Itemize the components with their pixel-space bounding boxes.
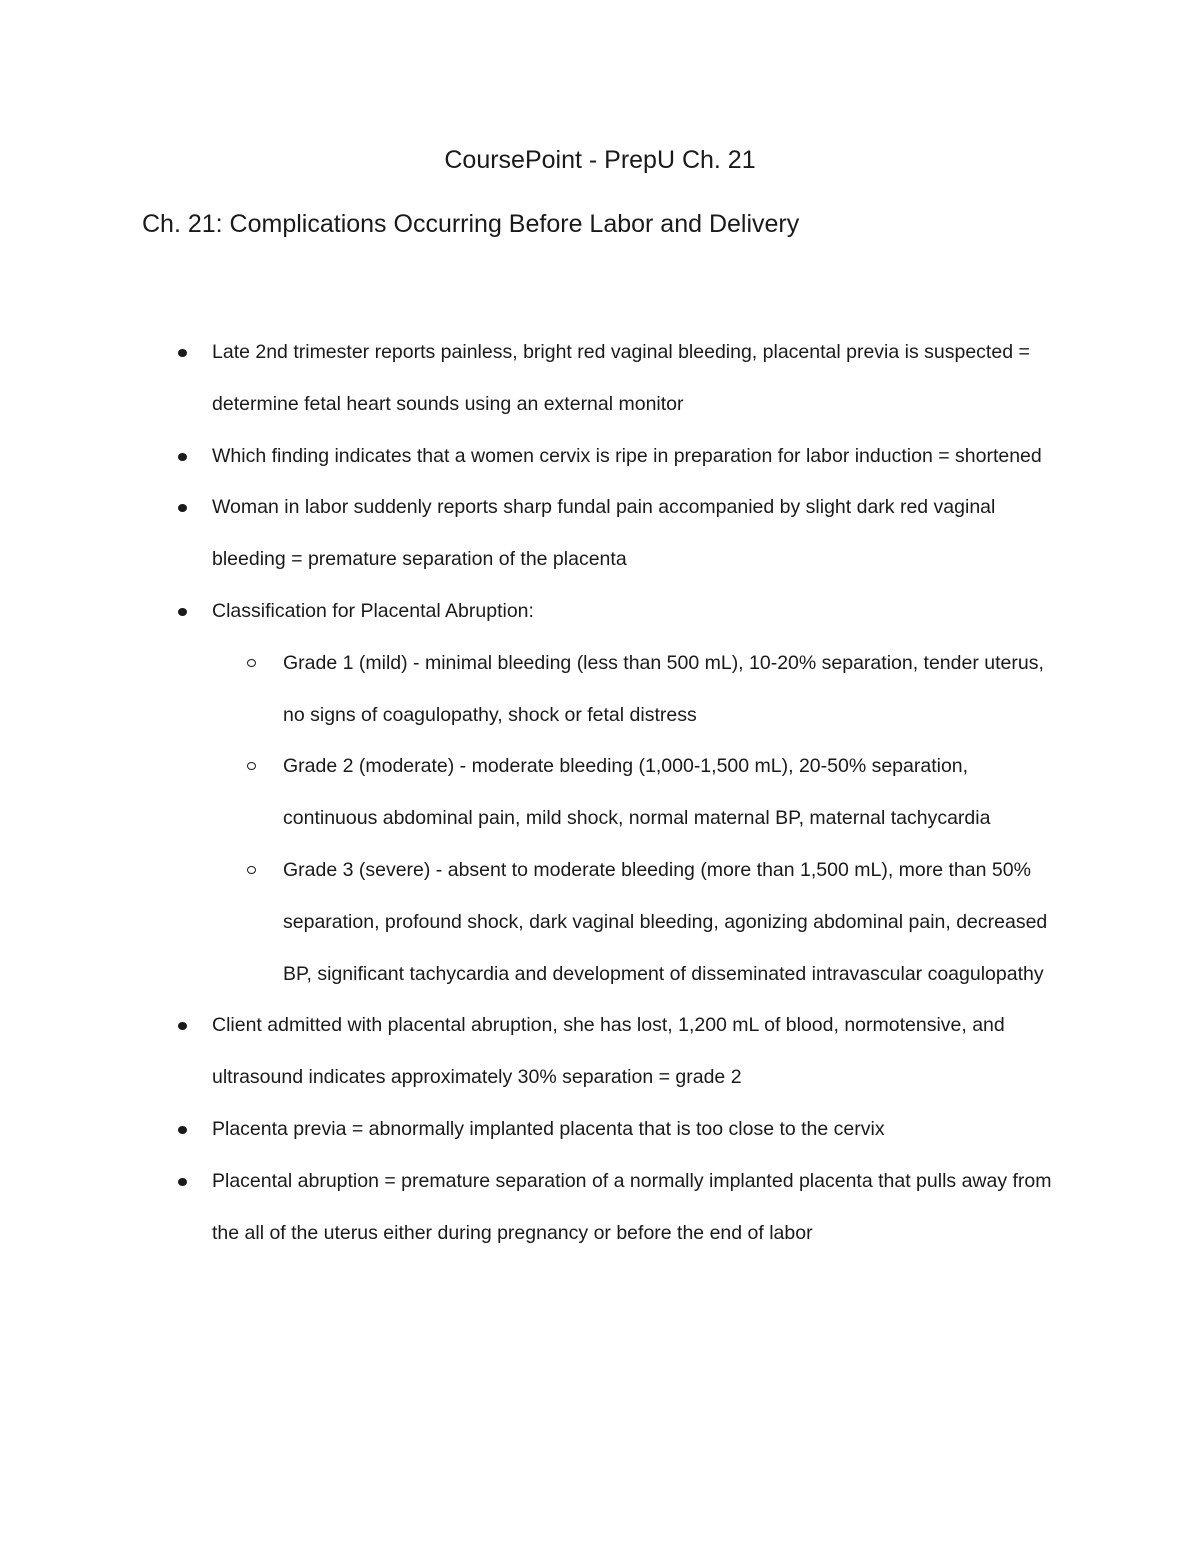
list-item-text: Classification for Placental Abruption: xyxy=(212,599,534,622)
sub-list-item-text: Grade 3 (severe) - absent to moderate bleeding (more than 1,500 mL), more than 50% separation, profound shock, dark vaginal bleeding, agonizing abdominal pain, decreased BP, significant tachycardia and development of disseminated intravascular coagulopathy xyxy=(283,858,1048,985)
sub-list-item-text: Grade 1 (mild) - minimal bleeding (less than 500 mL), 10-20% separation, tender uterus, no signs of coagulopathy, shock or fetal distress xyxy=(283,651,1044,726)
sub-list-item xyxy=(283,638,1062,742)
list-item-text: Placenta previa = abnormally implanted placenta that is too close to the cervix xyxy=(212,1117,885,1140)
hollow-bullet-icon xyxy=(247,762,256,770)
list-item xyxy=(212,1156,1062,1260)
list-item-text: Late 2nd trimester reports painless, bright red vaginal bleeding, placental previa is suspected = determine fetal heart sounds using an external monitor xyxy=(212,341,1030,415)
list-item-text: Woman in labor suddenly reports sharp fundal pain accompanied by slight dark red vaginal bleeding = premature separation of the placenta xyxy=(212,496,996,571)
list-item xyxy=(212,1000,1062,1104)
bullet-icon xyxy=(178,504,187,512)
sub-list-item xyxy=(283,845,1062,1000)
list-item-text: Client admitted with placental abruption, she has lost, 1,200 mL of blood, normotensive, and ultrasound indicates approximately 30% separation = grade 2 xyxy=(212,1014,1005,1089)
bullet-icon xyxy=(178,608,187,616)
bullet-icon xyxy=(178,453,187,461)
list-item-text: Placental abruption = premature separation of a normally implanted placenta that pulls away from the all of the uterus either during pregnancy or before the end of labor xyxy=(212,1169,1052,1244)
list-item xyxy=(212,1104,1062,1156)
bullet-icon xyxy=(178,1022,187,1030)
document-title: CoursePoint - PrepU Ch. 21 xyxy=(444,146,756,174)
sub-list-item xyxy=(283,741,1062,845)
hollow-bullet-icon xyxy=(247,659,256,667)
list-item xyxy=(212,586,1062,1000)
bullet-icon xyxy=(178,1126,187,1134)
abruption-grades-list xyxy=(212,638,1062,1001)
sub-list-item-text: Grade 2 (moderate) - moderate bleeding (1,000-1,500 mL), 20-50% separation, continuous abdominal pain, mild shock, normal maternal BP, maternal tachycardia xyxy=(283,755,991,830)
bullet-icon xyxy=(178,1178,187,1186)
list-item xyxy=(212,327,1062,431)
chapter-heading: Ch. 21: Complications Occurring Before Labor and Delivery xyxy=(142,210,800,238)
list-item xyxy=(212,482,1062,586)
notes-list xyxy=(212,327,1062,1259)
hollow-bullet-icon xyxy=(247,866,256,874)
bullet-icon xyxy=(178,349,187,357)
list-item xyxy=(212,431,1062,483)
list-item-text: Which finding indicates that a women cervix is ripe in preparation for labor induction = shortened xyxy=(212,444,1042,467)
